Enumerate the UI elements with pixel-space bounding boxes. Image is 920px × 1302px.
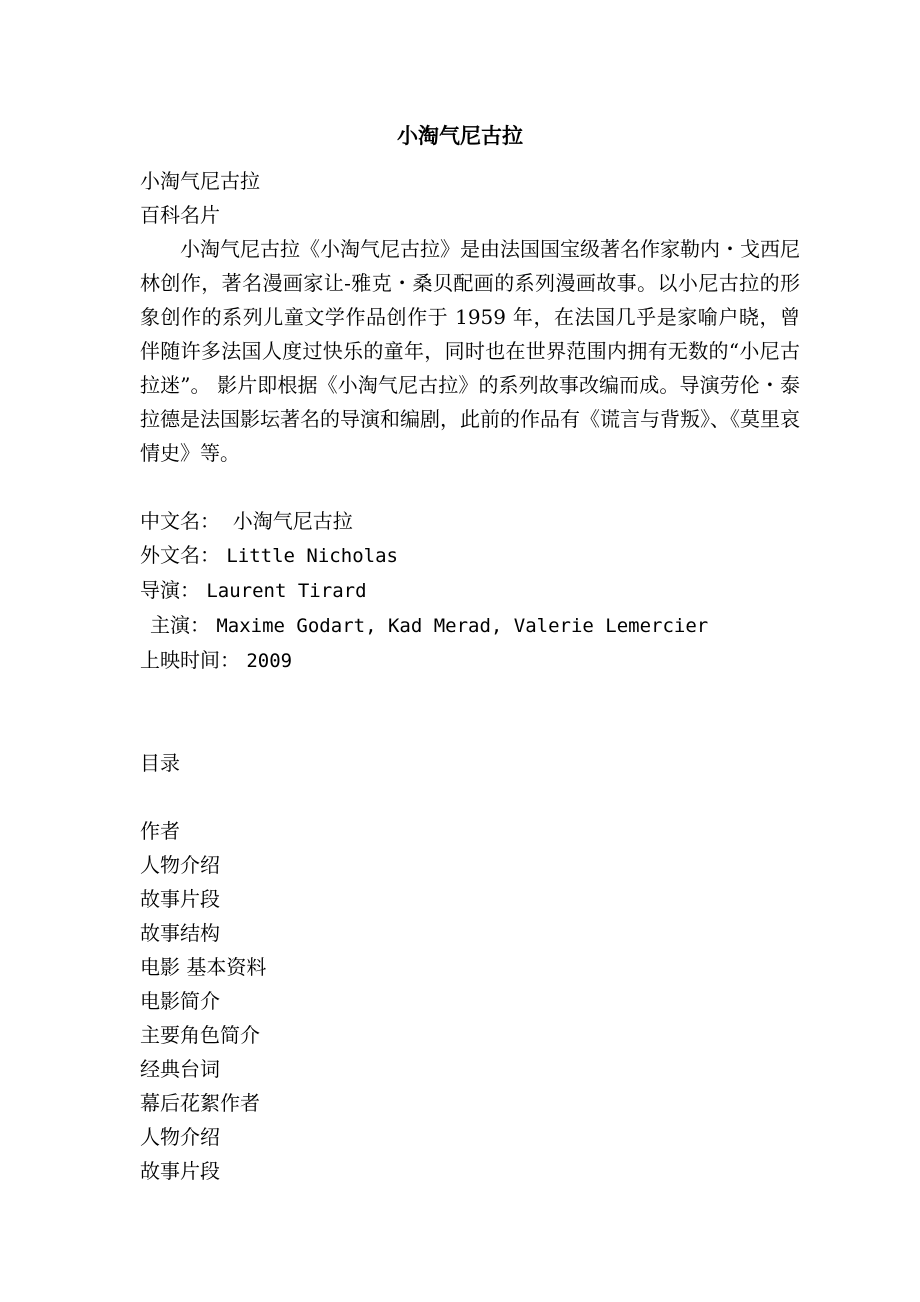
toc-item[interactable]: 故事片段 [140, 1159, 220, 1183]
spacer [140, 712, 800, 746]
intro-paragraph: 小淘气尼古拉《小淘气尼古拉》是由法国国宝级著名作家勒内・戈西尼林创作，著名漫画家让-雅克・桑贝配画的系列漫画故事。以小尼古拉的形象创作的系列儿童文学作品创作于 1959 年，在法国几乎是家喻户晓，曾伴随许多法国人度过快乐的童年，同时也在世界范围内拥有无数的“小尼古拉迷”。 影片即根据《小淘气尼古拉》的系列故事改编而成。导演劳伦・泰拉德是法国影坛著名的导演和编剧，此前的作品有《谎言与背叛》、《莫里哀情史》等。 [140, 237, 800, 465]
info-block [140, 504, 800, 678]
toc-item[interactable]: 主要角色简介 [140, 1023, 260, 1047]
toc-item[interactable]: 电影简介 [140, 989, 220, 1013]
toc-heading: 目录 [140, 751, 180, 775]
toc-item[interactable]: 人物介绍 [140, 853, 220, 877]
info-chinese-name-value: 小淘气尼古拉 [232, 509, 353, 533]
toc-item[interactable]: 幕后花絮作者 [140, 1091, 260, 1115]
info-cast-value: Maxime Godart, Kad Merad, Valerie Lemercier [216, 615, 709, 637]
info-director-value: Laurent Tirard [206, 580, 367, 602]
toc-item[interactable]: 故事结构 [140, 921, 220, 945]
spacer [140, 678, 800, 712]
document-body [140, 164, 800, 1188]
spacer [140, 780, 800, 814]
spacer [140, 470, 800, 504]
info-release [140, 643, 800, 678]
toc-item[interactable]: 电影 基本资料 [140, 955, 267, 979]
info-chinese-name [140, 504, 800, 538]
info-release-label: 上映时间： [140, 648, 240, 672]
info-foreign-name-label: 外文名： [140, 543, 220, 567]
toc-item[interactable]: 作者 [140, 819, 180, 843]
info-chinese-name-label: 中文名： [140, 509, 220, 533]
info-cast [140, 608, 800, 643]
document-title: 小淘气尼古拉 [397, 123, 523, 148]
table-of-contents [140, 814, 800, 1188]
toc-item[interactable]: 经典台词 [140, 1057, 220, 1081]
info-director [140, 573, 800, 608]
toc-item[interactable]: 人物介绍 [140, 1125, 220, 1149]
info-foreign-name-value: Little Nicholas [226, 545, 398, 567]
info-release-value: 2009 [246, 650, 293, 672]
subtitle: 小淘气尼古拉 [140, 169, 260, 193]
section-label: 百科名片 [140, 203, 220, 227]
toc-item[interactable]: 故事片段 [140, 887, 220, 911]
info-cast-label: 主演： [150, 613, 210, 637]
info-foreign-name [140, 538, 800, 573]
info-director-label: 导演： [140, 578, 200, 602]
